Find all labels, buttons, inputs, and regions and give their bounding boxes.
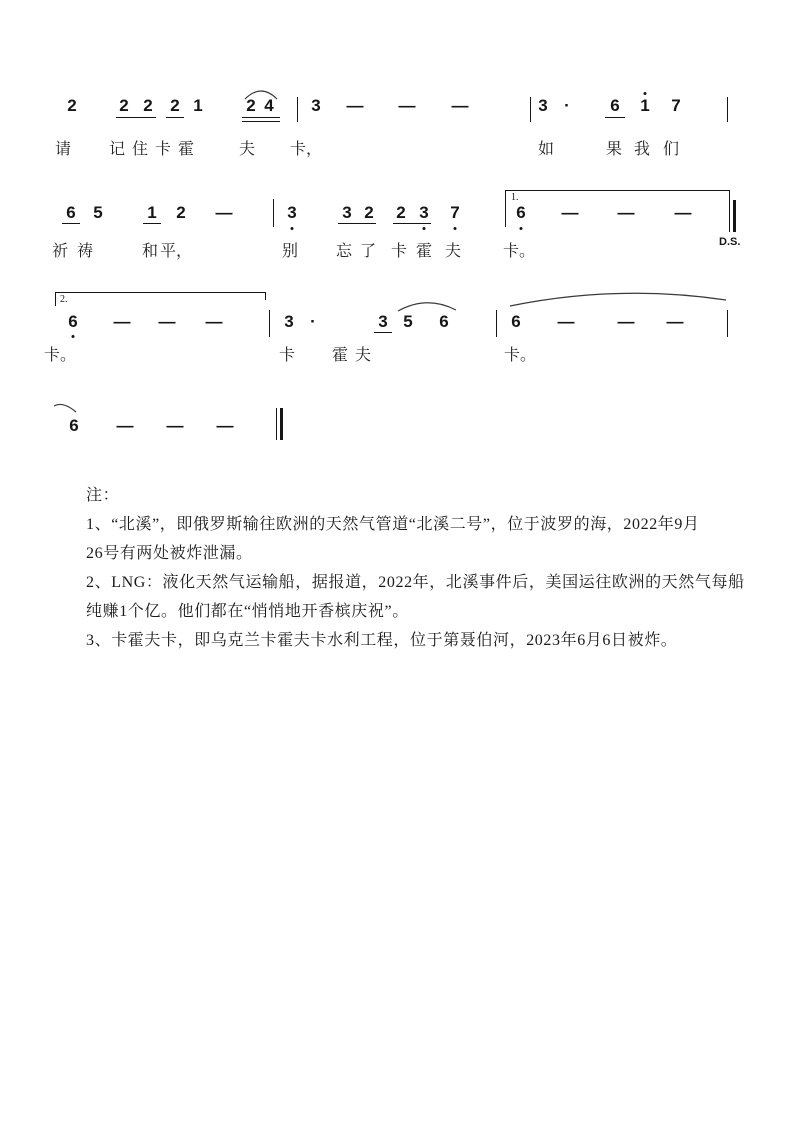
lyric-syllable: 了 (359, 243, 377, 260)
note-digit: 3 (342, 203, 352, 222)
octave-dot-low (454, 227, 457, 230)
note-digit: 3 (287, 203, 297, 222)
dash-extension: — (116, 416, 134, 435)
note-digit: 6 (69, 416, 79, 435)
note-digit: 2 (246, 96, 256, 115)
note-digit: 2 (170, 96, 180, 115)
note-digit: 6 (68, 312, 78, 331)
note-digit: 6 (610, 96, 620, 115)
beam-line (62, 223, 80, 224)
note-line: 纯赚1个亿。他们都在“悄悄地开香槟庆祝”。 (86, 603, 409, 620)
slur-arc (398, 303, 456, 311)
dash-extension: — (215, 203, 233, 222)
ds-marking: D.S. (719, 236, 741, 248)
dash-extension: — (617, 203, 635, 222)
slur-arc-long (510, 293, 726, 306)
barline (727, 97, 728, 122)
beam-line (166, 117, 184, 118)
note-digit: 2 (119, 96, 129, 115)
lyric-syllable: 夫 (354, 347, 372, 364)
note-line: 26号有两处被炸泄漏。 (86, 545, 253, 562)
note-digit: 6 (511, 312, 521, 331)
dash-extension: — (166, 416, 184, 435)
notes-heading: 注： (86, 487, 120, 504)
volta-bracket-2-tick (265, 292, 266, 300)
note-digit: 2 (67, 96, 77, 115)
final-barline-thin (729, 200, 730, 232)
note-digit: 1 (640, 96, 650, 115)
dash-extension: — (346, 96, 364, 115)
note-line: 1、“北溪”，即俄罗斯输往欧洲的天然气管道“北溪二号”，位于波罗的海，2022年9月 (86, 516, 700, 533)
dash-extension: — (617, 312, 635, 331)
lyric-syllable: 霍 (331, 347, 349, 364)
lyric-syllable: 霍 (415, 243, 433, 260)
lyric-syllable: 果 (605, 141, 623, 158)
beam-line (393, 223, 431, 224)
lyric-syllable: 卡 (278, 347, 296, 364)
beam-line (143, 223, 161, 224)
lyric-syllable: 夫 (444, 243, 462, 260)
lyric-syllable: 夫 (238, 141, 256, 158)
note-digit: 5 (93, 203, 103, 222)
note-digit: 3 (311, 96, 321, 115)
lyric-syllable: 卡， (289, 141, 323, 158)
lyric-syllable: 平， (159, 243, 193, 260)
note-digit: 1 (193, 96, 203, 115)
lyric-syllable: 卡。 (502, 243, 536, 260)
note-line: 2、LNG：液化天然气运输船，据报道，2022年，北溪事件后，美国运往欧洲的天然气每船 (86, 574, 745, 591)
octave-dot-low (520, 227, 523, 230)
barline (273, 199, 274, 227)
octave-dot-low (72, 335, 75, 338)
volta-label-1: 1. (511, 192, 519, 203)
note-digit: 6 (66, 203, 76, 222)
volta-label-2: 2. (60, 294, 68, 305)
final-barline-thick (280, 408, 284, 440)
note-digit: 2 (364, 203, 374, 222)
lyric-syllable: 祷 (76, 243, 94, 260)
lyric-syllable: 请 (54, 141, 72, 158)
note-digit: 3 (378, 312, 388, 331)
barline (297, 97, 298, 122)
dash-extension: — (451, 96, 469, 115)
lyric-syllable: 如 (537, 141, 555, 158)
beam-line (242, 121, 280, 122)
lyric-syllable: 霍 (177, 141, 195, 158)
beam-line (242, 117, 280, 118)
lyric-syllable: 我 (633, 141, 651, 158)
lyric-syllable: 和 (141, 243, 159, 260)
final-barline-thin (276, 408, 277, 440)
volta-bracket-1 (505, 190, 730, 203)
final-barline-thick (733, 200, 737, 232)
dot-augmentation: · (310, 312, 316, 331)
lyric-syllable: 住 (131, 141, 149, 158)
dash-extension: — (398, 96, 416, 115)
octave-dot-high (644, 92, 647, 95)
lyric-syllable: 忘 (335, 243, 353, 260)
dash-extension: — (158, 312, 176, 331)
beam-line (374, 332, 392, 333)
beam-line (116, 117, 156, 118)
note-digit: 6 (439, 312, 449, 331)
note-digit: 4 (264, 96, 274, 115)
lyric-syllable: 记 (108, 141, 126, 158)
lyric-syllable: 们 (662, 141, 680, 158)
octave-dot-low (423, 227, 426, 230)
beam-line (338, 223, 376, 224)
dot-augmentation: · (564, 96, 570, 115)
volta-bracket-2 (55, 292, 266, 306)
lyric-syllable: 卡 (390, 243, 408, 260)
dash-extension: — (205, 312, 223, 331)
barline (269, 310, 270, 337)
dash-extension: — (666, 312, 684, 331)
note-digit: 2 (396, 203, 406, 222)
note-digit: 7 (450, 203, 460, 222)
note-digit: 3 (538, 96, 548, 115)
beam-line (605, 117, 625, 118)
lyric-syllable: 别 (281, 243, 299, 260)
note-digit: 3 (284, 312, 294, 331)
note-digit: 3 (419, 203, 429, 222)
lyric-syllable: 卡。 (43, 347, 77, 364)
note-digit: 2 (143, 96, 153, 115)
note-digit: 6 (516, 203, 526, 222)
note-digit: 2 (176, 203, 186, 222)
barline (496, 310, 497, 337)
note-digit: 1 (147, 203, 157, 222)
dash-extension: — (113, 312, 131, 331)
dash-extension: — (557, 312, 575, 331)
tie-arc-remnant (54, 404, 76, 412)
barline (530, 97, 531, 122)
barline (727, 310, 728, 337)
lyric-syllable: 卡 (154, 141, 172, 158)
dash-extension: — (216, 416, 234, 435)
lyric-syllable: 祈 (51, 243, 69, 260)
dash-extension: — (674, 203, 692, 222)
note-line: 3、卡霍夫卡，即乌克兰卡霍夫卡水利工程，位于第聂伯河，2023年6月6日被炸。 (86, 632, 678, 649)
note-digit: 7 (671, 96, 681, 115)
note-digit: 5 (403, 312, 413, 331)
lyric-syllable: 卡。 (503, 347, 537, 364)
dash-extension: — (561, 203, 579, 222)
octave-dot-low (291, 227, 294, 230)
